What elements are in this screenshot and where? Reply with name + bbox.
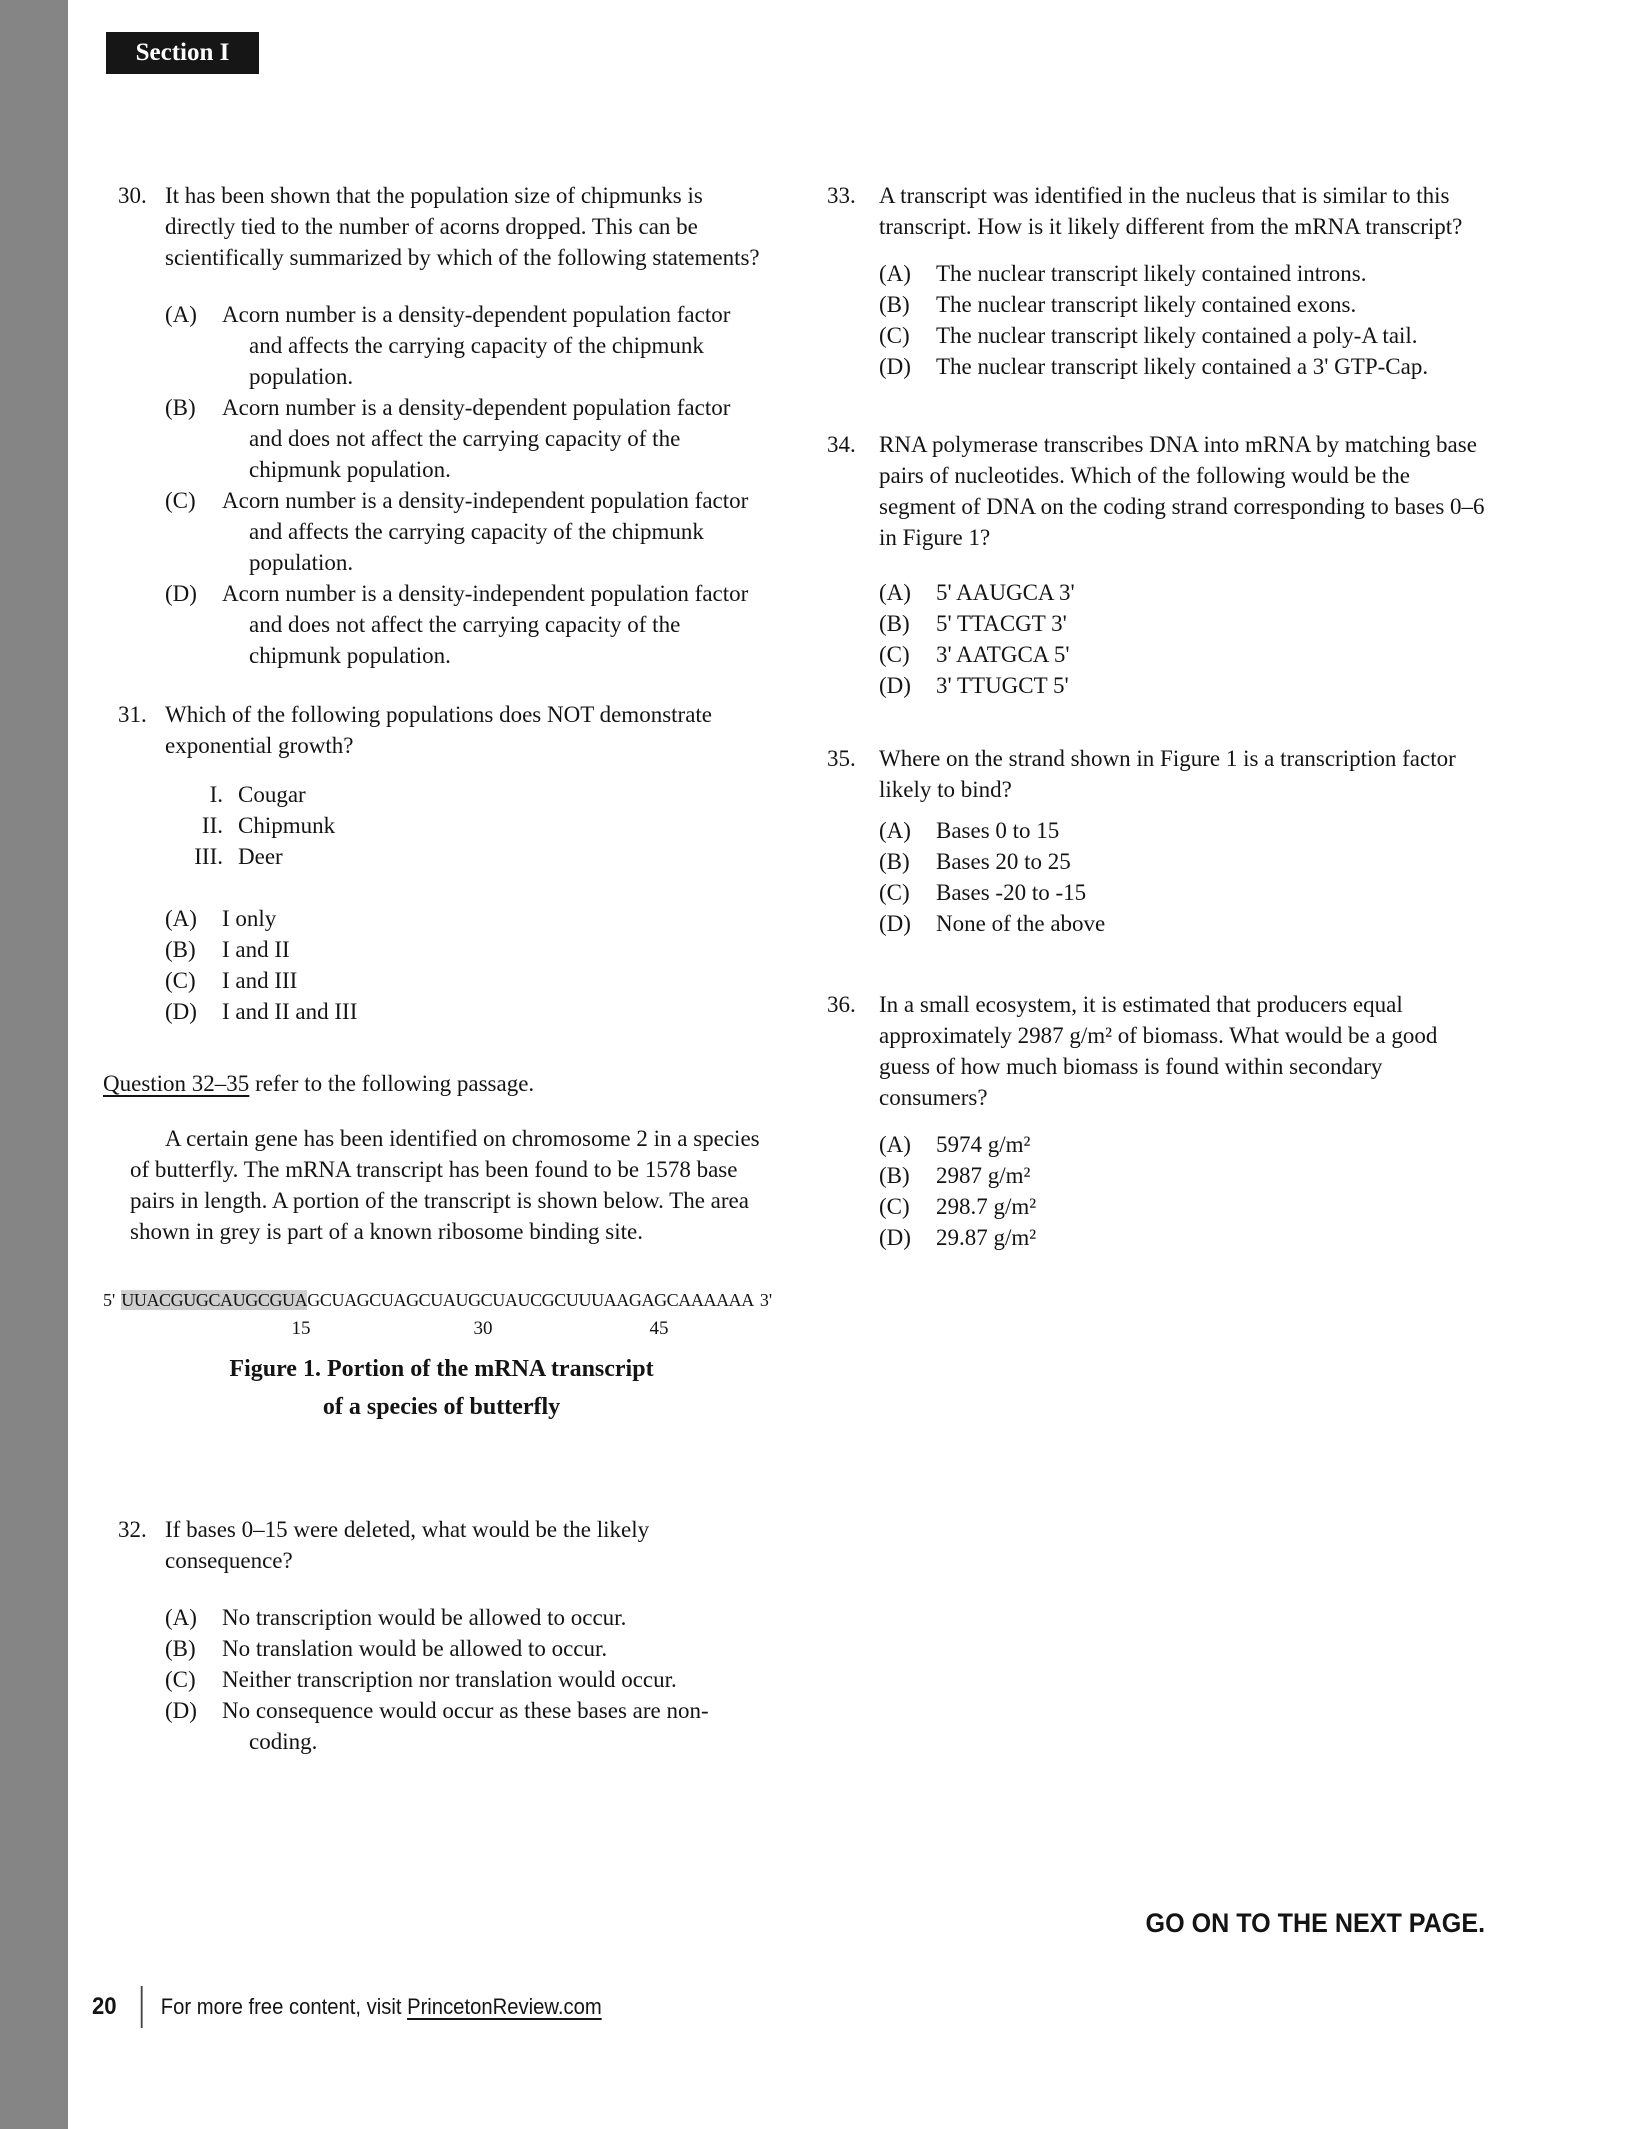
- left-column: [103, 180, 773, 1757]
- question-32-number: 32.: [118, 1517, 147, 1542]
- option-text: None of the above: [936, 911, 1106, 936]
- option-text: 3' AATGCA 5': [936, 642, 1070, 667]
- question-33-number: 33.: [827, 183, 856, 208]
- option-letter: (B): [165, 1636, 196, 1661]
- option-text: The nuclear transcript likely contained introns.: [936, 261, 1367, 286]
- figure-caption-line-2: of a species of butterfly: [322, 1394, 561, 1420]
- roman-label: Chipmunk: [238, 813, 336, 838]
- option-letter: (A): [165, 1605, 197, 1630]
- question-33: [820, 180, 1488, 382]
- option-text: Acorn number is a density-dependent population factor and does not affect the carrying capacity of the chipmunk population.: [222, 395, 731, 482]
- page-footer: [92, 1986, 602, 2028]
- question-31-options: [165, 903, 768, 1027]
- option-text: I and II and III: [222, 999, 358, 1024]
- left-gray-strip: [0, 0, 68, 2129]
- section-label: Section I: [135, 39, 230, 66]
- option-letter: (D): [165, 1698, 197, 1723]
- option-letter: (C): [879, 323, 910, 348]
- question-34-stem: RNA polymerase transcribes DNA into mRNA by matching base pairs of nucleotides. Which of the following would be the segment of DNA on the coding strand corresponding to bases 0–6 in Figure 1?: [879, 432, 1485, 550]
- question-34: [820, 429, 1488, 701]
- three-prime-label: 3': [759, 1290, 773, 1310]
- option-a: [879, 577, 1488, 608]
- passage-reference-rest: refer to the following passage.: [249, 1071, 535, 1096]
- option-d: [165, 1695, 768, 1757]
- option-letter: (C): [165, 488, 196, 513]
- option-letter: (A): [879, 1132, 911, 1157]
- option-text: 3' TTUGCT 5': [936, 673, 1069, 698]
- option-letter: (A): [165, 906, 197, 931]
- option-c: [879, 1191, 1488, 1222]
- question-30-options: [165, 299, 768, 671]
- option-c: [165, 485, 768, 578]
- right-column: [820, 180, 1488, 1253]
- question-33-options: [879, 258, 1488, 382]
- option-letter: (B): [879, 611, 910, 636]
- option-d: [879, 1222, 1488, 1253]
- roman-label: Deer: [238, 844, 283, 869]
- option-letter: (D): [165, 999, 197, 1024]
- question-35-number: 35.: [827, 746, 856, 771]
- option-d: [165, 578, 768, 671]
- figure-1-caption: [103, 1350, 768, 1426]
- roman-item-3: [165, 841, 768, 872]
- option-a: [165, 299, 768, 392]
- option-text: The nuclear transcript likely contained a poly-A tail.: [936, 323, 1418, 348]
- option-a: [165, 1602, 768, 1633]
- roman-numeral: II.: [201, 813, 223, 838]
- option-d: [165, 996, 768, 1027]
- option-c: [879, 320, 1488, 351]
- option-letter: (D): [879, 354, 911, 379]
- tick-30: 30: [473, 1318, 493, 1339]
- option-letter: (B): [879, 292, 910, 317]
- option-letter: (D): [879, 1225, 911, 1250]
- section-badge: [106, 32, 259, 74]
- roman-label: Cougar: [238, 782, 306, 807]
- option-text: Neither transcription nor translation would occur.: [222, 1667, 677, 1692]
- roman-numeral: I.: [209, 782, 223, 807]
- question-32-options: [165, 1602, 768, 1757]
- option-text: The nuclear transcript likely contained exons.: [936, 292, 1357, 317]
- option-letter: (C): [879, 880, 910, 905]
- option-text: No translation would be allowed to occur.: [222, 1636, 608, 1661]
- option-a: [879, 815, 1488, 846]
- footer-divider: [140, 1986, 142, 2028]
- option-c: [165, 1664, 768, 1695]
- question-32-stem: If bases 0–15 were deleted, what would be the likely consequence?: [165, 1517, 650, 1573]
- option-letter: (C): [165, 1667, 196, 1692]
- question-36-options: [879, 1129, 1488, 1253]
- option-d: [879, 670, 1488, 701]
- sequence-remainder: GCUAGCUAGCUAUGCUAUCGCUUUAAGAGCAAAAAA: [307, 1290, 754, 1310]
- question-31-stem: Which of the following populations does NOT demonstrate exponential growth?: [165, 702, 713, 758]
- option-a: [879, 1129, 1488, 1160]
- option-letter: (B): [879, 849, 910, 874]
- footer-message: For more free content, visit: [160, 1994, 408, 2019]
- option-letter: (B): [165, 395, 196, 420]
- question-34-options: [879, 577, 1488, 701]
- option-letter: (B): [165, 937, 196, 962]
- option-b: [165, 392, 768, 485]
- option-text: No consequence would occur as these bases are non-coding.: [222, 1698, 709, 1754]
- option-b: [165, 1633, 768, 1664]
- option-b: [879, 289, 1488, 320]
- option-a: [879, 258, 1488, 289]
- question-30: [103, 180, 768, 671]
- option-letter: (A): [879, 261, 911, 286]
- go-on-instruction: GO ON TO THE NEXT PAGE.: [1145, 1908, 1485, 1938]
- option-b: [165, 934, 768, 965]
- option-text: 298.7 g/m²: [936, 1194, 1037, 1219]
- roman-item-2: [165, 810, 768, 841]
- option-letter: (C): [165, 968, 196, 993]
- option-text: 5' TTACGT 3': [936, 611, 1067, 636]
- question-31: [103, 699, 768, 1027]
- five-prime-label: 5': [103, 1290, 116, 1310]
- option-text: Acorn number is a density-dependent population factor and affects the carrying capacity of the chipmunk population.: [222, 302, 731, 389]
- question-35: [820, 743, 1488, 939]
- option-c: [879, 639, 1488, 670]
- option-text: 5974 g/m²: [936, 1132, 1031, 1157]
- option-text: Bases 20 to 25: [936, 849, 1071, 874]
- option-text: Acorn number is a density-independent population factor and does not affect the carrying capacity of the chipmunk population.: [222, 581, 749, 668]
- option-text: Bases -20 to -15: [936, 880, 1087, 905]
- option-b: [879, 846, 1488, 877]
- roman-item-1: [165, 779, 768, 810]
- option-letter: (B): [879, 1163, 910, 1188]
- option-text: I and III: [222, 968, 298, 993]
- footer-link[interactable]: PrincetonReview.com: [407, 1994, 602, 2019]
- option-text: 2987 g/m²: [936, 1163, 1031, 1188]
- question-30-number: 30.: [118, 183, 147, 208]
- passage-reference-range: Question 32–35: [103, 1071, 250, 1096]
- option-letter: (D): [879, 911, 911, 936]
- option-letter: (C): [879, 1194, 910, 1219]
- option-letter: (A): [879, 818, 911, 843]
- roman-numeral: III.: [194, 844, 223, 869]
- option-a: [165, 903, 768, 934]
- footer-text: [161, 1994, 602, 2020]
- option-b: [879, 608, 1488, 639]
- option-letter: (C): [879, 642, 910, 667]
- question-35-options: [879, 815, 1488, 939]
- option-c: [165, 965, 768, 996]
- question-34-number: 34.: [827, 432, 856, 457]
- figure-caption-line-1: Figure 1. Portion of the mRNA transcript: [229, 1356, 654, 1382]
- option-text: Acorn number is a density-independent population factor and affects the carrying capacity of the chipmunk population.: [222, 488, 749, 575]
- option-text: No transcription would be allowed to occur.: [222, 1605, 627, 1630]
- option-d: [879, 908, 1488, 939]
- question-33-stem: A transcript was identified in the nucleus that is similar to this transcript. How is it likely different from the mRNA transcript?: [879, 183, 1463, 239]
- option-letter: (D): [879, 673, 911, 698]
- question-30-stem: It has been shown that the population size of chipmunks is directly tied to the number of acorns dropped. This can be scientifically summarized by which of the following statements?: [165, 183, 760, 270]
- option-letter: (A): [879, 580, 911, 605]
- question-36-stem: In a small ecosystem, it is estimated that producers equal approximately 2987 g/m² of biomass. What would be a good guess of how much biomass is found within secondary consumers?: [879, 992, 1438, 1110]
- tick-45: 45: [649, 1318, 669, 1339]
- option-text: I and II: [222, 937, 290, 962]
- option-text: 5' AAUGCA 3': [936, 580, 1075, 605]
- option-text: The nuclear transcript likely contained a 3' GTP-Cap.: [936, 354, 1429, 379]
- mrna-sequence: [103, 1285, 773, 1316]
- option-text: I only: [222, 906, 277, 931]
- question-36: [820, 989, 1488, 1253]
- passage-text: A certain gene has been identified on chromosome 2 in a species of butterfly. The mRNA transcript has been found to be 1578 base pairs in length. A portion of the transcript is shown below. The area shown in grey is part of a known ribosome binding site.: [130, 1126, 760, 1244]
- option-text: 29.87 g/m²: [936, 1225, 1037, 1250]
- option-c: [879, 877, 1488, 908]
- option-letter: (D): [165, 581, 197, 606]
- question-32: [103, 1514, 768, 1757]
- passage-reference-line: [103, 1068, 768, 1099]
- page-number: 20: [92, 1993, 117, 2020]
- option-text: Bases 0 to 15: [936, 818, 1060, 843]
- question-31-roman-list: [165, 779, 768, 872]
- ribosome-binding-site-highlight: UUACGUGCAUGCGUA: [121, 1290, 308, 1310]
- sequence-position-labels: [103, 1316, 768, 1342]
- option-letter: (A): [165, 302, 197, 327]
- question-31-number: 31.: [118, 702, 147, 727]
- tick-15: 15: [291, 1318, 311, 1339]
- option-d: [879, 351, 1488, 382]
- question-35-stem: Where on the strand shown in Figure 1 is a transcription factor likely to bind?: [879, 746, 1456, 802]
- question-36-number: 36.: [827, 992, 856, 1017]
- option-b: [879, 1160, 1488, 1191]
- figure-1: [103, 1285, 773, 1426]
